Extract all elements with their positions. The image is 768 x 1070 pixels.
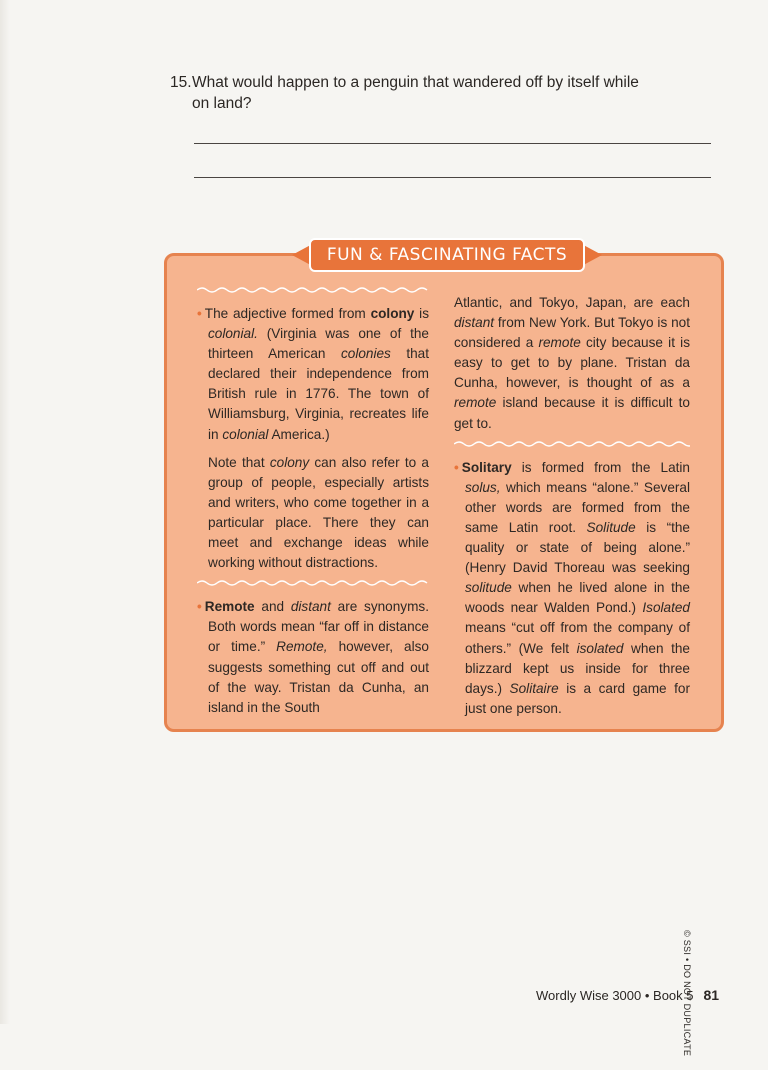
wavy-divider (197, 286, 429, 296)
facts-column-right (454, 293, 690, 719)
bullet-icon: • (454, 459, 459, 475)
bullet-icon: • (197, 306, 202, 321)
wavy-divider (197, 579, 429, 589)
banner-title: FUN & FASCINATING FACTS (326, 245, 568, 265)
facts-banner (292, 237, 602, 273)
answer-line-2[interactable] (194, 177, 711, 178)
copyright-notice: © SSI • DO NOT DUPLICATE (682, 930, 692, 1057)
page-footer (536, 987, 719, 1003)
book-title: Wordly Wise 3000 • Book 5 (536, 988, 694, 1003)
fact-colony-p2: Note that colony can also refer to a group of people, especially artists and writers, who come together in a particular place. There they can meet and exchange ideas while working without distractions. (208, 454, 429, 571)
facts-column-left (197, 300, 429, 718)
bullet-icon: • (197, 599, 202, 615)
fact-remote-p1: • Remote and distant are synonyms. Both words mean “far off in distance or time.” Remote, however, also suggests something cut off and out of the way. Tristan da Cunha, an island in the South (197, 599, 429, 715)
wavy-divider (454, 440, 690, 450)
question-15 (170, 72, 690, 114)
answer-line-1[interactable] (194, 143, 711, 144)
question-text-line1: What would happen to a penguin that wandered off by itself while (192, 74, 639, 91)
fact-solitary-p1: • Solitary is formed from the Latin solus, which means “alone.” Several other words are formed from the same Latin root. Solitude is “the quality or state of being alone.” (Henry David Thoreau was seeking solitude when he lived alone in the woods near Walden Pond.) Isolated means “cut off from the company of others.” (We felt isolated when the blizzard kept us inside for three days.) Solitaire is a card game for just one person. (454, 459, 690, 716)
question-number: 15. (170, 74, 192, 91)
fact-remote-p2: Atlantic, and Tokyo, Japan, are each distant from New York. But Tokyo is not considered a remote city because it is easy to get to by plane. Tristan da Cunha, however, is thought of as a remote island because it is difficult to get to. (454, 295, 690, 431)
question-text-line2: on land? (192, 95, 252, 112)
page-number: 81 (703, 987, 720, 1003)
fact-colony-p1: • The adjective formed from colony is colonial. (Virginia was one of the thirteen American colonies that declared their independence from British rule in 1776. The town of Williamsburg, Virginia, recreates life in colonial America.) (197, 306, 429, 442)
page-edge-shadow (0, 0, 10, 1024)
